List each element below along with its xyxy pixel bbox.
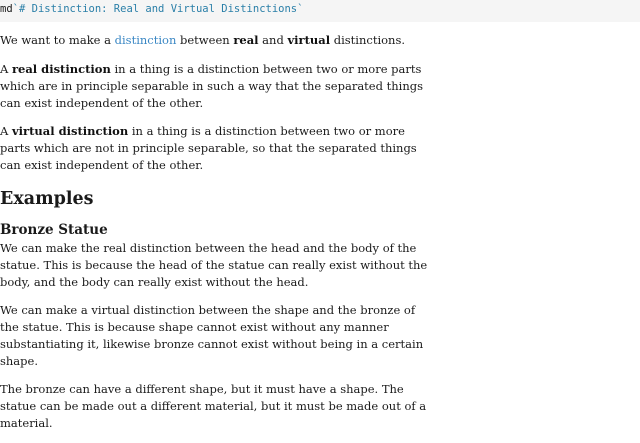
distinction-link[interactable]: distinction [114, 33, 177, 47]
markdown-source-cell[interactable] [0, 0, 640, 22]
virtual-term: virtual [287, 33, 331, 47]
examples-heading: Examples [0, 189, 94, 209]
bronze-statue-heading: Bronze Statue [0, 222, 108, 238]
intro-text-mid1: between [176, 33, 234, 47]
intro-paragraph [0, 32, 436, 49]
real-definition-paragraph [0, 61, 436, 112]
virtual-def-pre: A [0, 124, 12, 138]
rendered-markdown [0, 32, 436, 443]
virtual-distinction-term: virtual distinction [11, 124, 129, 138]
intro-text-post: distinctions. [330, 33, 406, 47]
example-paragraph: We can make a virtual distinction between the shape and the bronze of the statue. This is because shape cannot exist without any manner substantiating it, likewise bronze cannot exist without being in a certain shape. [0, 303, 424, 368]
real-term: real [233, 33, 259, 47]
real-def-pre: A [0, 62, 12, 76]
virtual-def-text: in a thing is a distinction between two or more parts which are not in principle separable, so that the separated things can exist independent of the other. [0, 124, 417, 172]
virtual-definition-paragraph [0, 123, 436, 174]
markdown-source-line[interactable] [0, 3, 303, 15]
intro-text-mid2: and [258, 33, 288, 47]
cell-language-tag: md [0, 3, 13, 15]
real-distinction-term: real distinction [11, 62, 111, 76]
real-def-text: in a thing is a distinction between two or more parts which are in principle separable in such a way that the separated things can exist independent of the other. [0, 62, 423, 110]
example-paragraph: The bronze can have a different shape, but it must have a shape. The statue can be made out a different material, but it must be made out of a material. [0, 382, 427, 430]
intro-text-pre: We want to make a [0, 33, 115, 47]
markdown-source-text: `# Distinction: Real and Virtual Distinctions` [12, 3, 304, 15]
example-paragraph: We can make the real distinction between the head and the body of the statue. This is because the head of the statue can really exist without the body, and the body can really exist without the head. [0, 241, 428, 289]
